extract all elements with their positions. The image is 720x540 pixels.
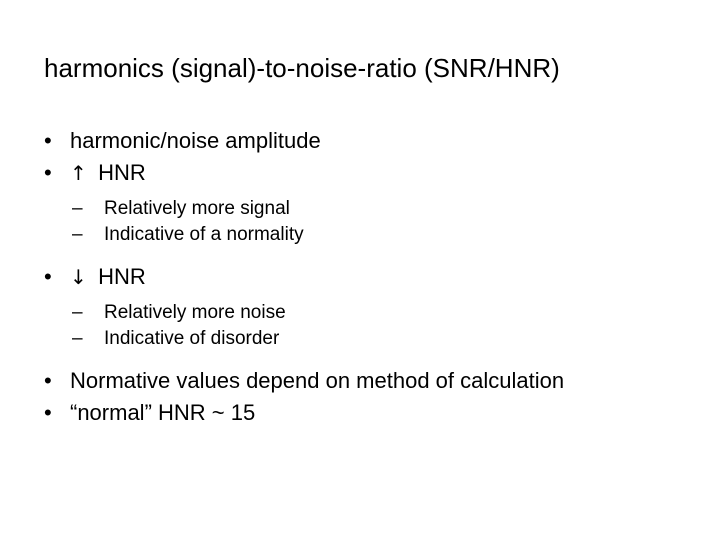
bullet-harmonic-noise-amplitude [44,128,684,154]
sub-bullet-text: Indicative of a normality [104,224,304,245]
sub-bullet-text: Indicative of disorder [104,328,280,349]
sub-bullet [44,222,684,248]
sub-bullet-text: Relatively more signal [104,198,290,219]
down-arrow-icon: ↓ [70,265,87,289]
sub-bullet-text: Relatively more noise [104,302,286,323]
dash-glyph: – [72,328,83,349]
bullet-glyph: • [44,368,52,393]
sub-list-increased-hnr [44,196,684,248]
bullet-text: “normal” HNR ~ 15 [70,400,256,425]
dash-glyph: – [72,224,83,245]
bullet-list [44,128,684,432]
bullet-text: Normative values depend on method of calculation [70,368,565,393]
bullet-text: HNR [98,264,146,289]
dash-glyph: – [72,198,83,219]
bullet-glyph: • [44,160,52,185]
up-arrow-icon: ↑ [70,161,87,185]
bullet-glyph: • [44,264,52,289]
sub-list-decreased-hnr [44,300,684,352]
bullet-text: harmonic/noise amplitude [70,128,321,153]
sub-bullet [44,196,684,222]
dash-glyph: – [72,302,83,323]
bullet-glyph: • [44,400,52,425]
slide-title: harmonics (signal)-to-noise-ratio (SNR/HNR) [44,53,560,83]
bullet-text: HNR [98,160,146,185]
bullet-decreased-hnr [44,264,684,290]
bullet-increased-hnr [44,160,684,186]
bullet-glyph: • [44,128,52,153]
sub-bullet [44,326,684,352]
bullet-normal-hnr [44,400,684,426]
bullet-normative-values [44,368,600,394]
sub-bullet [44,300,684,326]
